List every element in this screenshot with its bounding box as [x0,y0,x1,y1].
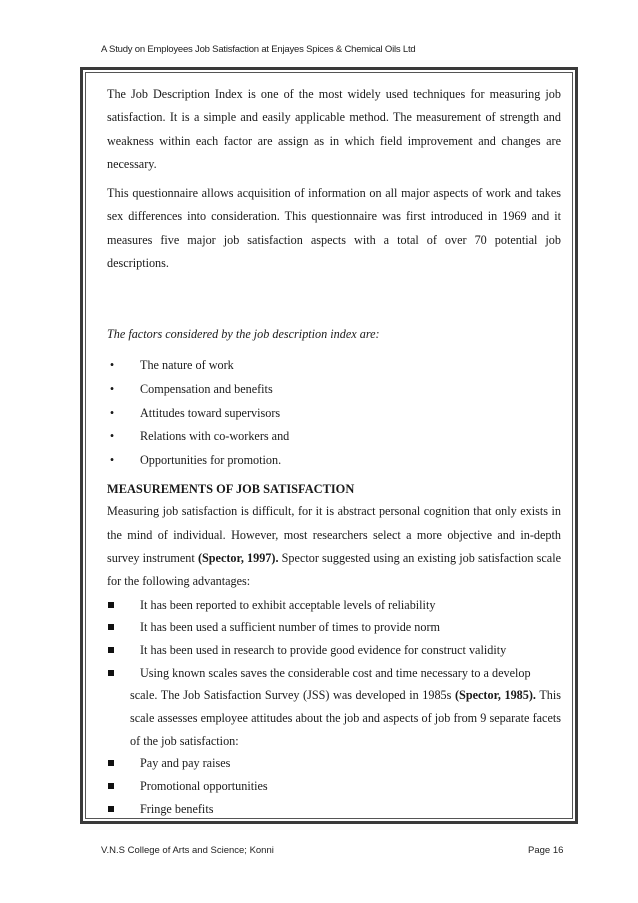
citation: (Spector, 1997). [197,550,279,565]
advantages-list [107,594,561,821]
list-item: Pay and pay raises [107,752,561,775]
square-bullet-icon [108,806,114,812]
paragraph-questionnaire: This questionnaire allows acquisition of information on all major aspects of work and takes sex differences into consideration. This questionnaire was first introduced in 1969 and it measures five major job satisfaction aspects with a total of over 70 potential job descriptions. [107,186,561,271]
bullet-icon: • [109,358,115,373]
square-bullet-icon [108,670,114,676]
bullet-icon: • [109,452,115,467]
square-bullet-icon [108,760,114,766]
list-item: Using known scales saves the considerable cost and time necessary to a develop scale. The Job Satisfaction Survey (JSS) was developed in 1985s (Spector, 1985). This scale assesses employee attitudes about the job and aspects of job from 9 separate facets of the job satisfaction: [107,662,561,753]
footer-college: V.N.S College of Arts and Science; Konni [101,845,274,856]
citation: (Spector, 1985). [454,688,536,703]
list-item: • Opportunities for promotion. [107,449,561,473]
section-title: MEASUREMENTS OF JOB SATISFACTION [107,482,355,497]
paragraph-jdi-intro: The Job Description Index is one of the most widely used techniques for measuring job satisfaction. It is a simple and easily applicable method. The measurement of strength and weakness within each factor are assign as in which field improvement and changes are necessary. [107,87,561,171]
list-item: Fringe benefits [107,798,561,821]
list-item: Promotional opportunities [107,775,561,798]
list-item: It has been used in research to provide good evidence for construct validity [107,639,561,662]
square-bullet-icon [108,783,114,789]
list-item: It has been used a sufficient number of times to provide norm [107,616,561,639]
page-content [107,83,561,821]
page-number: Page 16 [528,845,564,856]
factors-heading: The factors considered by the job description index are: [107,327,380,342]
paragraph-measurement: Measuring job satisfaction is difficult, for it is abstract personal cognition that only exists in the mind of individual. However, most researchers select a more objective and in-depth survey instrument (Spector, 1997). Spector suggested using an existing job satisfaction scale for the following advantages: [107,504,561,589]
square-bullet-icon [108,647,114,653]
list-item: • The nature of work [107,354,561,378]
factors-list [107,354,561,472]
bullet-icon: • [109,381,115,396]
bullet-icon: • [109,429,115,444]
list-item: • Attitudes toward supervisors [107,402,561,426]
square-bullet-icon [108,602,114,608]
list-item: • Relations with co-workers and [107,425,561,449]
running-header: A Study on Employees Job Satisfaction at Enjayes Spices & Chemical Oils Ltd [101,44,416,55]
list-item: • Compensation and benefits [107,378,561,402]
bullet-icon: • [109,405,115,420]
list-item: It has been reported to exhibit acceptable levels of reliability [107,594,561,617]
square-bullet-icon [108,624,114,630]
